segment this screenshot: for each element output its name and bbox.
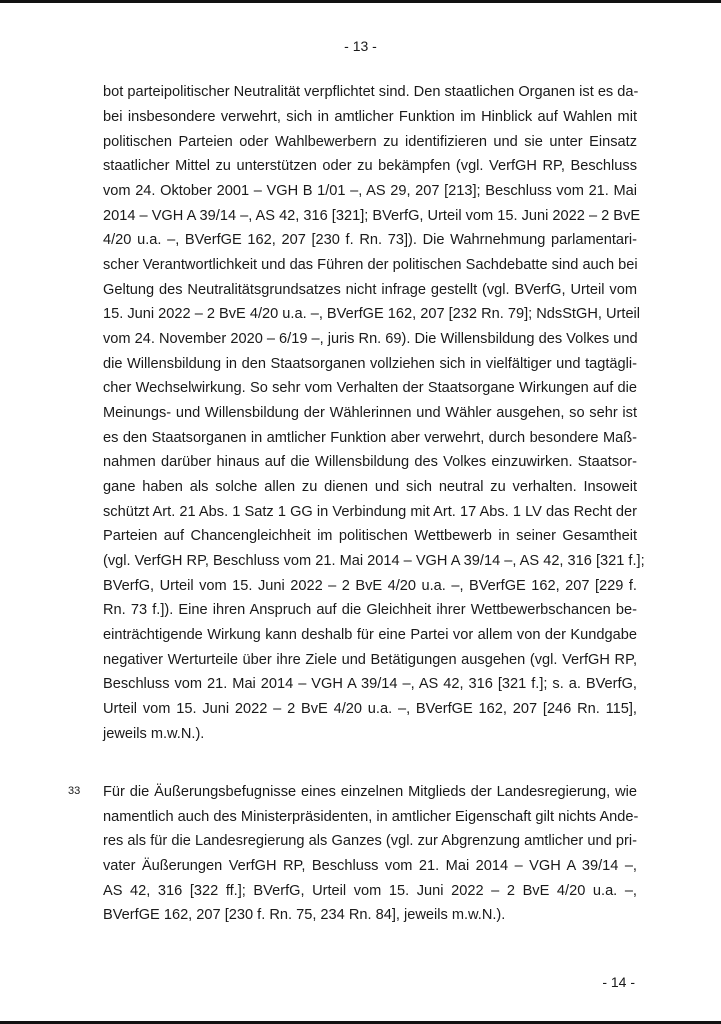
text-line: AS 42, 316 [322 ff.]; BVerfG, Urteil vom 15. Juni 2022 – 2 BvE 4/20 u.a. –, bbox=[103, 883, 637, 899]
text-line: negativer Werturteile über ihre Ziele und Betätigungen ausgehen (vgl. VerfGH RP, bbox=[103, 652, 637, 668]
text-line: einträchtigende Wirkung kann deshalb für eine Partei vor allem von der Kundgabe bbox=[103, 627, 637, 643]
top-border bbox=[0, 0, 721, 3]
text-line: bei insbesondere verwehrt, sich in amtlicher Funktion im Hinblick auf Wahlen mit bbox=[103, 109, 637, 125]
text-line: staatlicher Mittel zu unterstützen oder zu bekämpfen (vgl. VerfGH RP, Beschluss bbox=[103, 158, 637, 174]
text-line: Parteien auf Chancengleichheit im politischen Wettbewerb in seiner Gesamtheit bbox=[103, 528, 637, 544]
text-line: nahmen darüber hinaus auf die Willensbildung des Volkes einzuwirken. Staatsor- bbox=[103, 454, 637, 470]
text-line: BVerfGE 162, 207 [230 f. Rn. 75, 234 Rn. 84], jeweils m.w.N.). bbox=[103, 907, 506, 923]
text-line: BVerfG, Urteil vom 15. Juni 2022 – 2 BvE 4/20 u.a. –, BVerfGE 162, 207 [229 f. bbox=[103, 578, 637, 594]
text-line: scher Verantwortlichkeit und das Führen der politischen Sachdebatte sind auch bei bbox=[103, 257, 638, 273]
text-line: jeweils m.w.N.). bbox=[103, 726, 205, 742]
text-line: Rn. 73 f.]). Eine ihren Anspruch auf die Gleichheit ihrer Wettbewerbschancen be- bbox=[103, 602, 637, 618]
next-page-number: - 14 - bbox=[602, 974, 635, 990]
text-line: 15. Juni 2022 – 2 BvE 4/20 u.a. –, BVerfGE 162, 207 [232 Rn. 79]; NdsStGH, Urteil bbox=[103, 306, 641, 322]
paragraph-number: 33 bbox=[68, 785, 81, 797]
text-line: 2014 – VGH A 39/14 –, AS 42, 316 [321]; BVerfG, Urteil vom 15. Juni 2022 – 2 BvE bbox=[103, 208, 641, 224]
text-line: Urteil vom 15. Juni 2022 – 2 BvE 4/20 u.a. –, BVerfGE 162, 207 [246 Rn. 115], bbox=[103, 701, 637, 717]
text-line: schützt Art. 21 Abs. 1 Satz 1 GG in Verbindung mit Art. 17 Abs. 1 LV das Recht der bbox=[103, 504, 637, 520]
text-line: res als für die Landesregierung als Ganzes (vgl. zur Abgrenzung amtlicher und pri- bbox=[103, 833, 637, 849]
text-line: vom 24. Oktober 2001 – VGH B 1/01 –, AS 29, 207 [213]; Beschluss vom 21. Mai bbox=[103, 183, 637, 199]
text-line: bot parteipolitischer Neutralität verpflichtet sind. Den staatlichen Organen ist es da- bbox=[103, 84, 639, 100]
text-line: vom 24. November 2020 – 6/19 –, juris Rn. 69). Die Willensbildung des Volkes und bbox=[103, 331, 638, 347]
text-line: 4/20 u.a. –, BVerfGE 162, 207 [230 f. Rn. 73]). Die Wahrnehmung parlamentari- bbox=[103, 232, 637, 248]
text-line: es den Staatsorganen in amtlicher Funktion aber verwehrt, durch besondere Maß- bbox=[103, 430, 637, 446]
text-line: namentlich auch des Ministerpräsidenten, in amtlicher Eigenschaft gilt nichts Ande- bbox=[103, 809, 639, 825]
text-line: Für die Äußerungsbefugnisse eines einzelnen Mitglieds der Landesregierung, wie bbox=[103, 784, 637, 800]
text-line: politischen Parteien oder Wahlbewerbern zu identifizieren und sie unter Einsatz bbox=[103, 134, 637, 150]
text-line: die Willensbildung in den Staatsorganen vollziehen sich in vielfältiger und tagtägli- bbox=[103, 356, 637, 372]
text-line: Geltung des Neutralitätsgrundsatzes nicht infrage gestellt (vgl. BVerfG, Urteil vom bbox=[103, 282, 637, 298]
page-number: - 13 - bbox=[344, 38, 377, 54]
text-line: gane haben als solche allen zu dienen und sich neutral zu verhalten. Insoweit bbox=[103, 479, 637, 495]
text-line: vater Äußerungen VerfGH RP, Beschluss vom 21. Mai 2014 – VGH A 39/14 –, bbox=[103, 858, 637, 874]
text-line: Meinungs- und Willensbildung der Wählerinnen und Wähler ausgehen, so sehr ist bbox=[103, 405, 637, 421]
text-line: cher Wechselwirkung. So sehr vom Verhalten der Staatsorgane Wirkungen auf die bbox=[103, 380, 637, 396]
text-line: (vgl. VerfGH RP, Beschluss vom 21. Mai 2014 – VGH A 39/14 –, AS 42, 316 [321 f.]; bbox=[103, 553, 645, 569]
text-line: Beschluss vom 21. Mai 2014 – VGH A 39/14 –, AS 42, 316 [321 f.]; s. a. BVerfG, bbox=[103, 676, 637, 692]
